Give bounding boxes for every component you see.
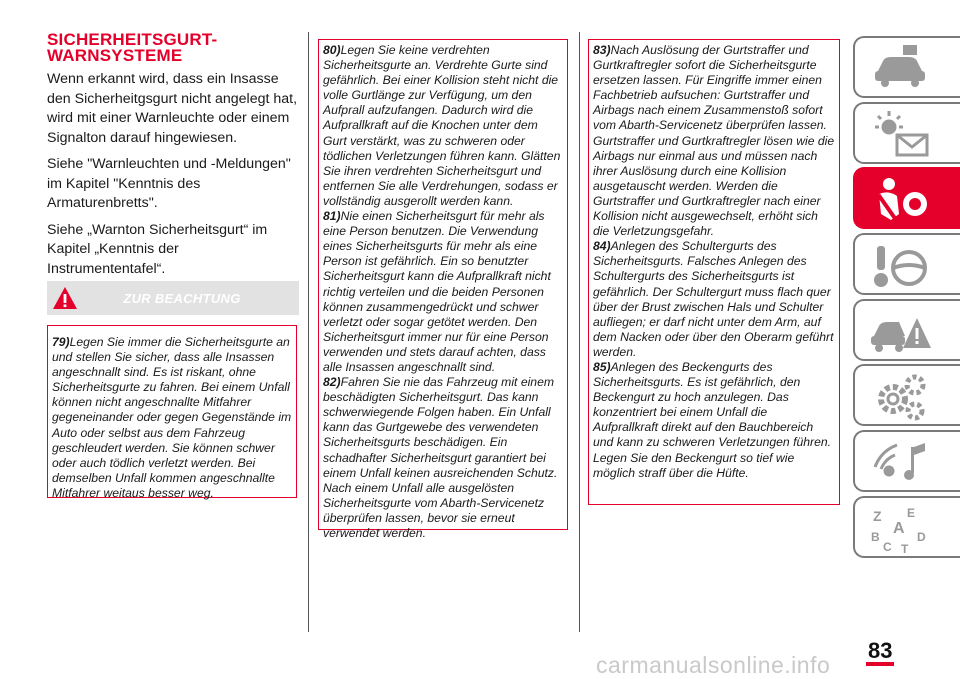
svg-text:B: B: [871, 530, 880, 544]
seatbelt-airbag-icon: [869, 174, 933, 226]
body-paragraph-3: Siehe „Warnton Sicherheitsgurt“ im Kapitel „Kenntnis der Instrumententafel“.: [47, 221, 268, 277]
car-info-icon: [869, 43, 929, 91]
note-number: 79): [52, 335, 70, 349]
note-text: Legen Sie keine verdrehten Sicherheitsgurte an. Verdrehte Gurte sind gefährlich. Bei einer Kollision steht nicht die volle Gurtlänge zur Verfügung, um den Aufprall aufzufangen. Dadurch wird die Aufprallkraft auf die Knochen unter dem Gurt verstärkt, was zu schweren oder tödlichen Verletzungen führen kann. Glätten Sie ihren verdrehten Sicherheitsgurt und entfernen Sie alle Verdrehungen, sodass er vollständig ausgerollt werden kann.: [323, 43, 561, 208]
warning-triangle-icon: [52, 285, 78, 311]
watermark: carmanualsonline.info: [596, 652, 831, 678]
warning-label: ZUR BEACHTUNG: [123, 290, 241, 306]
svg-text:D: D: [917, 530, 926, 544]
note-85: [593, 360, 835, 481]
note-84: [593, 239, 835, 360]
note-number: 85): [593, 359, 611, 374]
key-steering-wheel-icon: [869, 240, 933, 292]
note-number: 84): [593, 239, 611, 254]
note-number: 81): [323, 209, 341, 224]
multimedia-music-icon: [869, 437, 933, 489]
svg-text:A: A: [893, 520, 905, 537]
nav-tab-starting-driving[interactable]: [853, 233, 960, 295]
gears-maintenance-icon: [869, 371, 933, 423]
note-number: 80): [323, 43, 341, 57]
svg-text:C: C: [883, 540, 892, 554]
note-text: Anlegen des Beckengurts des Sicherheitsgurts. Es ist gefährlich, den Beckengurt zu hoch anzulegen. Das konzentriert bei einem Unfall die Aufprallkraft direkt auf den Bauchbereich und kann zu schweren Verletzungen führen. Legen Sie den Beckengurt so tief wie möglich straff über die Hüfte.: [593, 359, 832, 480]
svg-text:Z: Z: [873, 508, 882, 524]
warning-banner: [47, 281, 299, 315]
section-title: SICHERHEITSGURT- WARNSYSTEME: [47, 30, 218, 65]
column-1: [47, 30, 299, 500]
body-paragraph-2: Siehe "Warnleuchten und -Meldungen" im Kapitel "Kenntnis des Armaturenbretts".: [47, 156, 291, 211]
note-80: [323, 43, 563, 209]
nav-tab-warning-lights[interactable]: [853, 102, 960, 164]
note-82: [323, 375, 563, 541]
note-81: [323, 209, 563, 375]
svg-text:E: E: [907, 506, 916, 520]
column-divider: [579, 32, 580, 632]
note-text: Fahren Sie nie das Fahrzeug mit einem beschädigten Sicherheitsgurt. Das kann schwerwiegende Folgen haben. Ein Unfall kann das Gurtgewebe des verwendeten Sicherheitsgurts beschädigen. Ein schadhafter Sicherheitsgurt garantiert bei einem Unfall keinen ausreichenden Schutz. Nach einem Unfall alle ausgelösten Sicherheitsgurte vom Abarth-Servicenetz überprüfen lassen, bevor sie erneut verwendet werden.: [323, 375, 558, 540]
note-text: Legen Sie immer die Sicherheitsgurte an und stellen Sie sicher, dass alle Insassen angeschnallt sind. Es ist riskant, ohne Sicherheitsgurte zu fahren. Bei einem Unfall können nicht angeschnallte Mitfahrer gegeneinander oder gegen Gegenstände im Auto oder selbst aus dem Fahrzeug geschleudert werden. Sie können schwer oder auch tödlich verletzt werden. Bei demselben Unfall kommen angeschnallte Mitfahrer weitaus besser weg.: [52, 335, 292, 500]
svg-text:T: T: [901, 542, 909, 555]
alphabetical-index-icon: [869, 503, 933, 555]
nav-tab-safety[interactable]: [853, 167, 960, 229]
note-text: Nach Auslösung der Gurtstraffer und Gurtkraftregler sofort die Sicherheitsgurte ersetzen lassen. Für Eingriffe immer einen Fachbetrieb aufsuchen: Gurtstraffer und Airbags nach einem Zusammenstoß sofort vom Abarth-Servicenetz überprüfen lassen. Gurtstraffer und Gurtkraftregler lösen wie die Airbags nur einmal aus und müssen nach ihrer Auslösung durch eine Kollision ausgetauscht werden. Werden die Gurtstraffer und Gurtkraftregler nach einer Kollision nicht ausgewechselt, erhöht sich die Verletzungsgefahr.: [593, 43, 835, 239]
note-number: 82): [323, 375, 341, 390]
nav-tab-multimedia[interactable]: [853, 430, 960, 492]
note-number: 83): [593, 43, 611, 57]
nav-tab-emergency[interactable]: [853, 299, 960, 361]
note-79: [52, 335, 292, 501]
car-crash-warning-icon: [869, 306, 933, 358]
nav-tab-car-info[interactable]: [853, 36, 960, 98]
note-box-79: [47, 325, 297, 498]
nav-tab-index[interactable]: [853, 496, 960, 558]
note-text: Nie einen Sicherheitsgurt für mehr als eine Person benutzen. Die Verwendung eines Sicherheitsgurts für mehr als eine Person ist gefährlich. Ein so benutzter Sicherheitsgurt kann die Aufprallkraft nicht richtig verteilen und die beiden Personen können zusammengedrückt und schwer verletzt oder sogar getötet werden. Den Sicherheitsgurt immer nur für eine Person verwenden und stets darauf achten, dass alle Insassen angeschnallt sind.: [323, 209, 551, 374]
note-text: Anlegen des Schultergurts des Sicherheitsgurts. Falsches Anlegen des Schultergurts des Sicherheitsgurts ist gefährlich. Der Schultergurt muss flach quer über der Brust zwischen Hals und Schulter aufliegen; er darf nicht unter dem Arm, auf dem Nacken oder über den Oberarm geführt werden.: [593, 239, 834, 359]
body-paragraph-1: Wenn erkannt wird, dass ein Insasse den Sicherheitgsgurt nicht angelegt hat, wird mit einer Warnleuchte oder einem Signalton darauf hingewiesen.: [47, 71, 298, 146]
warning-lights-message-icon: [869, 109, 933, 161]
column-divider: [308, 32, 309, 632]
nav-tab-maintenance[interactable]: [853, 364, 960, 426]
note-box-83-85: [588, 39, 840, 505]
note-83: [593, 43, 835, 239]
note-box-80-82: [318, 39, 568, 540]
page-number: 83: [866, 640, 894, 666]
